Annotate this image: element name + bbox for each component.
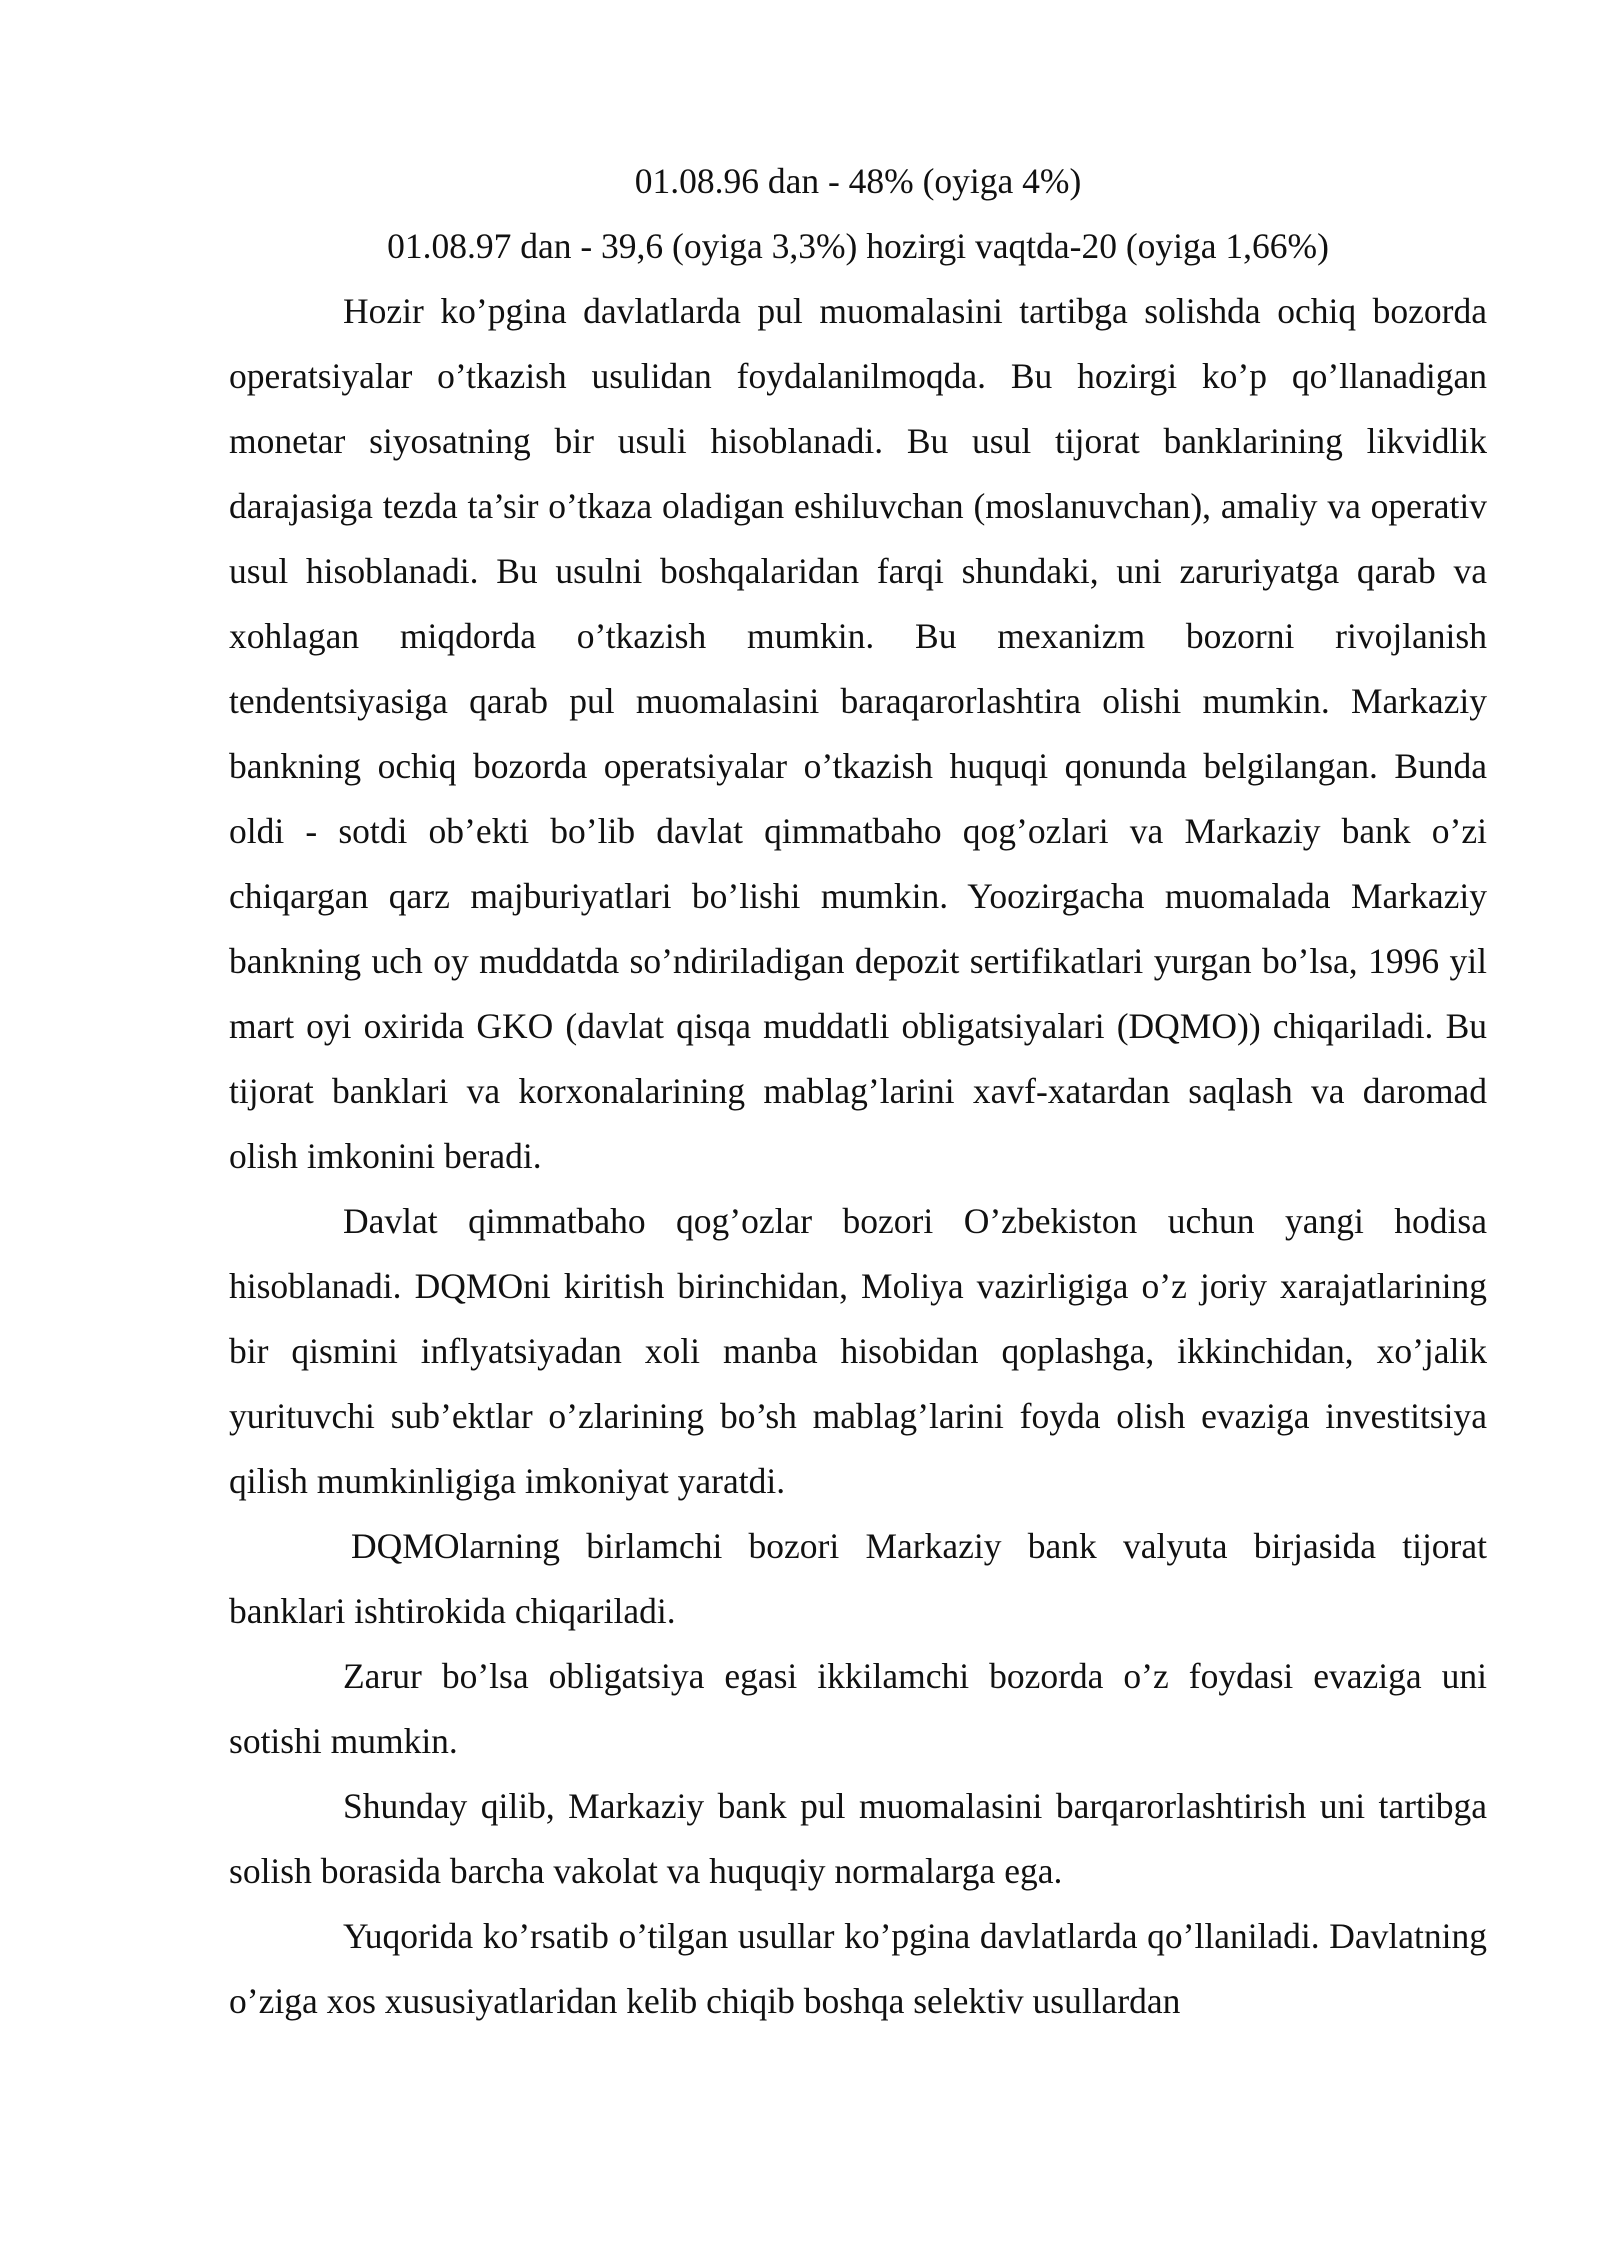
paragraph-government-securities-market: Davlat qimmatbaho qog’ozlar bozori O’zbekiston uchun yangi hodisa hisoblanadi. DQMOni kiritish birinchidan, Moliya vazirligiga o’z joriy xarajatlarining bir qismini inflyatsiyadan xoli manba hisobidan qoplashga, ikkinchidan, xo’jalik yurituvchi sub’ektlar o’zlarining bo’sh mablag’larini foyda olish evaziga investitsiya qilish mumkinligiga imkoniyat yaratdi. (229, 1201, 1487, 1501)
paragraph-secondary-market: Zarur bo’lsa obligatsiya egasi ikkilamchi bozorda o’z foydasi evaziga uni sotishi mumkin. (229, 1656, 1487, 1761)
paragraph-selective-methods: Yuqorida ko’rsatib o’tilgan usullar ko’pgina davlatlarda qo’llaniladi. Davlatning o’ziga xos xususiyatlaridan kelib chiqib boshqa selektiv usullardan (229, 1916, 1487, 2021)
paragraph-central-bank-authority: Shunday qilib, Markaziy bank pul muomalasini barqarorlashtirish uni tartibga solish borasida barcha vakolat va huquqiy normalarga ega. (229, 1786, 1487, 1891)
document-body (229, 149, 1487, 2034)
rate-line-1997: 01.08.97 dan - 39,6 (oyiga 3,3%) hozirgi vaqtda-20 (oyiga 1,66%) (387, 226, 1329, 266)
rate-line-1996: 01.08.96 dan - 48% (oyiga 4%) (634, 161, 1082, 201)
paragraph-primary-market: DQMOlarning birlamchi bozori Markaziy bank valyuta birjasida tijorat banklari ishtirokida chiqariladi. (229, 1526, 1487, 1631)
paragraph-open-market-operations: Hozir ko’pgina davlatlarda pul muomalasini tartibga solishda ochiq bozorda operatsiyalar o’tkazish usulidan foydalanilmoqda. Bu hozirgi ko’p qo’llanadigan monetar siyosatning bir usuli hisoblanadi. Bu usul tijorat banklarining likvidlik darajasiga tezda ta’sir o’tkaza oladigan eshiluvchan (moslanuvchan), amaliy va operativ usul hisoblanadi. Bu usulni boshqalaridan farqi shundaki, uni zaruriyatga qarab va xohlagan miqdorda o’tkazish mumkin. Bu mexanizm bozorni rivojlanish tendentsiyasiga qarab pul muomalasini baraqarorlashtira olishi mumkin. Markaziy bankning ochiq bozorda operatsiyalar o’tkazish huquqi qonunda belgilangan. Bunda oldi - sotdi ob’ekti bo’lib davlat qimmatbaho qog’ozlari va Markaziy bank o’zi chiqargan qarz majburiyatlari bo’lishi mumkin. Yoozirgacha muomalada Markaziy bankning uch oy muddatda so’ndiriladigan depozit sertifikatlari yurgan bo’lsa, 1996 yil mart oyi oxirida GKO (davlat qisqa muddatli obligatsiyalari (DQMO)) chiqariladi. Bu tijorat banklari va korxonalarining mablag’larini xavf-xatardan saqlash va daromad olish imkonini beradi. (229, 291, 1487, 1176)
